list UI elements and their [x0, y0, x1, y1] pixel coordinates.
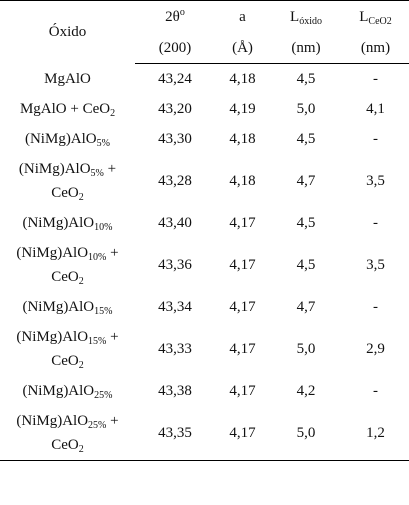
oxide-second-subscript: 2: [78, 444, 84, 455]
plus-sign: +: [106, 245, 119, 261]
cell-oxide: [0, 64, 135, 95]
cell-l-ceo2: 1,2: [342, 406, 409, 461]
cell-lattice-a: 4,17: [229, 215, 256, 231]
plus-sign: +: [106, 413, 119, 429]
oxide-name: (NiMg)AlO: [22, 383, 95, 399]
oxide-name: (NiMg)AlO: [24, 131, 97, 147]
cell-oxide: [0, 208, 135, 238]
cell-l-oxide: 4,5: [296, 215, 316, 231]
oxide-subscript: 10%: [94, 222, 113, 233]
header-oxide: Óxido: [0, 1, 135, 64]
oxide-subscript: 15%: [88, 336, 107, 347]
oxide-subscript: 5%: [90, 168, 104, 179]
cell-l-ceo2: -: [373, 383, 378, 399]
oxide-second-subscript: 2: [78, 360, 84, 371]
oxide-name: (NiMg)AlO: [16, 329, 89, 345]
table-row: [0, 64, 409, 95]
header-lattice-a: a: [215, 1, 270, 33]
header-l-oxide-subscript: óxido: [299, 15, 322, 27]
oxide-name: (NiMg)AlO: [16, 245, 89, 261]
cell-l-ceo2: -: [373, 299, 378, 315]
oxide-name: MgAlO + CeO: [19, 101, 111, 117]
cell-lattice-a: 4,19: [229, 101, 256, 117]
cell-lattice-a: 4,17: [229, 299, 256, 315]
table-row: [0, 322, 409, 376]
cell-l-ceo2: 4,1: [366, 101, 385, 117]
oxide-second-subscript: 2: [78, 276, 84, 287]
cell-oxide: [0, 376, 135, 406]
oxide-subscript: 10%: [88, 252, 107, 263]
header-l-ceo2-subscript: CeO2: [368, 15, 392, 27]
table-header: [0, 1, 409, 64]
cell-two-theta: 43,34: [158, 299, 192, 315]
cell-oxide: [0, 292, 135, 322]
cell-l-oxide: 4,2: [296, 383, 316, 399]
cell-two-theta: 43,33: [158, 341, 192, 357]
cell-two-theta: 43,36: [158, 257, 192, 273]
table-row: [0, 406, 409, 461]
cell-lattice-a: 4,17: [229, 383, 256, 399]
cell-lattice-a: 4,18: [229, 173, 256, 189]
oxide-subscript: 25%: [88, 420, 107, 431]
header-two-theta: [135, 1, 215, 33]
table-row: [0, 154, 409, 208]
oxide-second-name: CeO: [51, 185, 79, 201]
cell-lattice-a: 4,17: [229, 257, 256, 273]
cell-two-theta: 43,38: [158, 383, 192, 399]
cell-oxide: [0, 238, 135, 292]
cell-lattice-a: 4,18: [229, 131, 256, 147]
cell-l-ceo2: -: [373, 215, 378, 231]
header-two-theta-plane: (200): [135, 32, 215, 64]
oxide-subscript: 25%: [94, 390, 113, 401]
table-row: [0, 376, 409, 406]
table-body: [0, 64, 409, 461]
cell-l-ceo2: 3,5: [366, 173, 385, 189]
header-two-theta-degree: o: [179, 6, 185, 18]
table-row: [0, 94, 409, 124]
cell-oxide: [0, 124, 135, 154]
oxide-name: MgAlO: [44, 70, 91, 87]
oxide-subscript: 15%: [94, 306, 113, 317]
cell-l-oxide: 4,5: [296, 71, 316, 87]
cell-two-theta: 43,20: [158, 101, 192, 117]
header-l-oxide-unit: (nm): [270, 32, 342, 64]
header-l-ceo2-unit: (nm): [342, 32, 409, 64]
oxide-subscript: 5%: [96, 138, 110, 149]
cell-oxide: [0, 406, 135, 461]
cell-lattice-a: 4,17: [215, 406, 270, 461]
cell-lattice-a: 4,17: [229, 341, 256, 357]
table-row: [0, 124, 409, 154]
plus-sign: +: [103, 161, 117, 177]
table-row: [0, 208, 409, 238]
plus-sign: +: [106, 329, 119, 345]
cell-l-oxide: 4,7: [296, 299, 316, 315]
cell-lattice-a: 4,18: [229, 71, 256, 87]
oxide-second-name: CeO: [51, 437, 79, 453]
cell-l-oxide: 5,0: [296, 101, 316, 117]
cell-two-theta: 43,40: [158, 215, 192, 231]
cell-oxide: [0, 94, 135, 124]
cell-l-oxide: 4,7: [296, 173, 316, 189]
oxide-second-subscript: 2: [78, 192, 84, 203]
cell-l-oxide: 4,5: [296, 257, 316, 273]
oxide-name: (NiMg)AlO: [18, 161, 91, 177]
oxide-name: (NiMg)AlO: [22, 299, 95, 315]
header-two-theta-label: 2θ: [165, 8, 180, 25]
header-lattice-unit: (Å): [215, 32, 270, 64]
header-l-ceo2-label: L: [359, 8, 369, 25]
header-l-oxide-label: L: [290, 8, 300, 25]
cell-l-ceo2: 3,5: [366, 257, 385, 273]
cell-l-oxide: 5,0: [296, 341, 316, 357]
cell-two-theta: 43,30: [158, 131, 192, 147]
cell-l-ceo2: -: [373, 71, 378, 87]
cell-l-ceo2: -: [373, 131, 378, 147]
cell-l-oxide: 5,0: [270, 406, 342, 461]
table-row: [0, 238, 409, 292]
header-l-ceo2: [342, 1, 409, 33]
oxide-subscript: 2: [110, 108, 116, 119]
oxide-name: (NiMg)AlO: [22, 215, 95, 231]
cell-l-ceo2: 2,9: [366, 341, 385, 357]
cell-two-theta: 43,24: [158, 71, 192, 87]
header-row-1: [0, 1, 409, 33]
cell-two-theta: 43,35: [135, 406, 215, 461]
oxide-second-name: CeO: [51, 353, 79, 369]
oxide-name: (NiMg)AlO: [16, 413, 89, 429]
oxide-second-name: CeO: [51, 269, 79, 285]
table-row: [0, 292, 409, 322]
header-l-oxide: [270, 1, 342, 33]
cell-oxide: [0, 322, 135, 376]
cell-l-oxide: 4,5: [296, 131, 316, 147]
cell-two-theta: 43,28: [158, 173, 192, 189]
cell-oxide: [0, 154, 135, 208]
